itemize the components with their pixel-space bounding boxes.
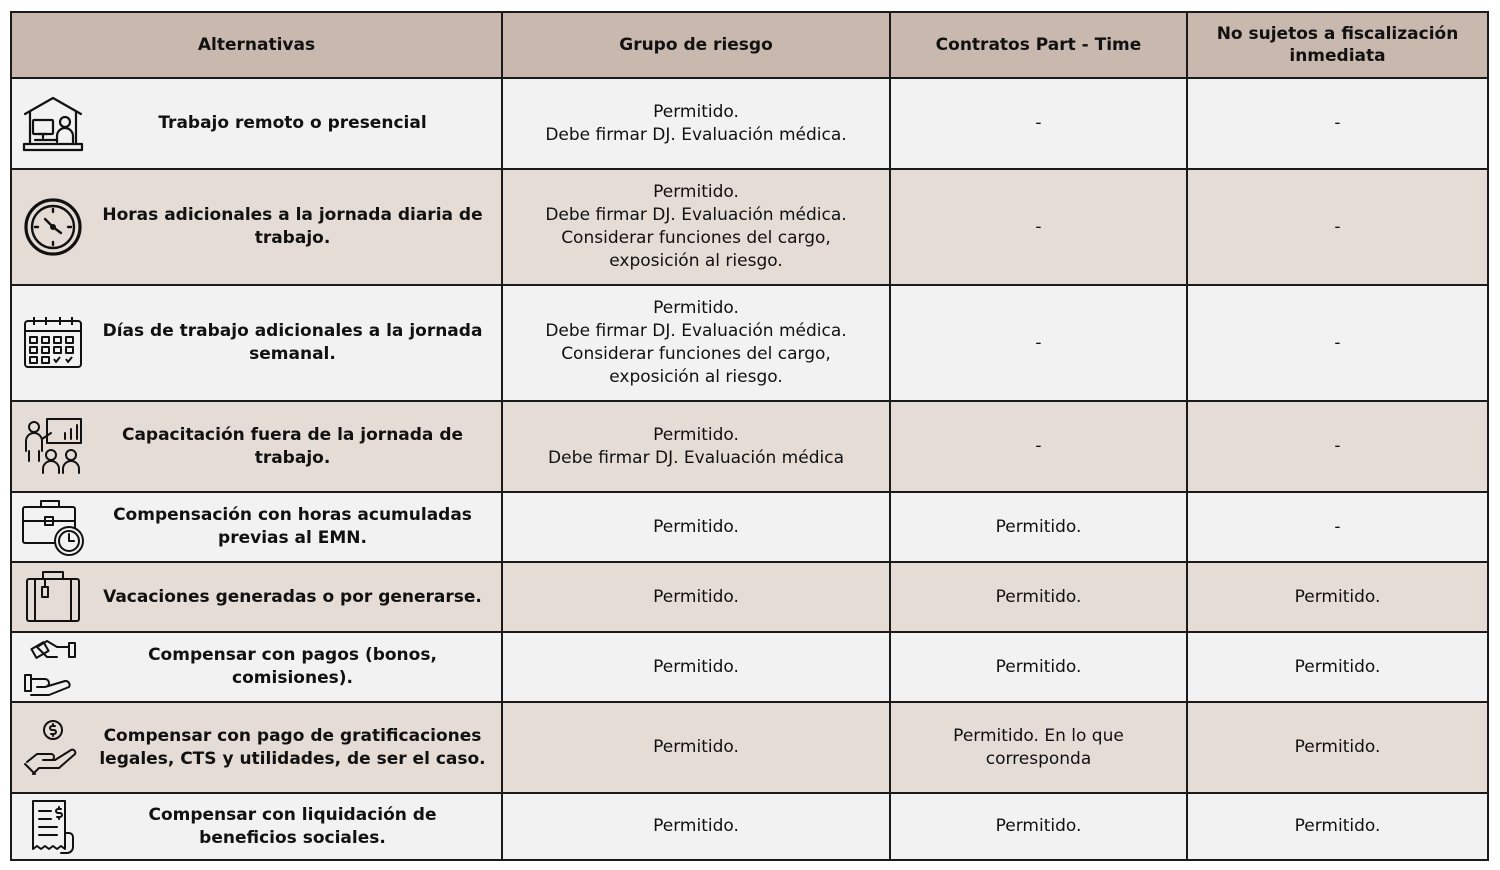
briefcase-clock-icon (12, 495, 94, 559)
alternativa-label: Horas adicionales a la jornada diaria de trabajo. (102, 205, 483, 248)
no-sujetos-cell: - (1187, 285, 1488, 401)
grupo-riesgo-cell (502, 632, 890, 702)
no-sujetos-cell: Permitido. (1187, 793, 1488, 860)
table-row (11, 702, 1488, 793)
no-sujetos-cell: Permitido. (1187, 702, 1488, 793)
table-row (11, 169, 1488, 285)
part-time-cell: - (890, 285, 1187, 401)
no-sujetos-cell: - (1187, 169, 1488, 285)
table-row (11, 793, 1488, 860)
grupo-line: Debe firmar DJ. Evaluación médica. (545, 321, 847, 341)
grupo-riesgo-cell (502, 492, 890, 562)
grupo-riesgo-cell (502, 793, 890, 860)
grupo-line: Permitido. (653, 516, 739, 537)
alternativa-cell (11, 492, 502, 562)
alternativa-label: Capacitación fuera de la jornada de trabajo. (121, 424, 464, 468)
part-time-cell: Permitido. (890, 562, 1187, 632)
part-time-cell: - (890, 401, 1187, 492)
alternativa-cell (11, 285, 502, 401)
part-time-cell: Permitido. (890, 632, 1187, 702)
suitcase-icon (12, 565, 94, 629)
alternativa-cell (11, 169, 502, 285)
calendar-icon (12, 311, 94, 375)
alternativa-label: Compensar con liquidación de beneficios sociales. (148, 804, 437, 848)
alternativa-cell (11, 562, 502, 632)
alternativa-label: Días de trabajo adicionales a la jornada semanal. (102, 321, 483, 364)
header-alternativas: Alternativas (11, 12, 502, 78)
alternativa-label: Compensar con pago de gratificaciones legales, CTS y utilidades, de ser el caso. (99, 725, 486, 769)
part-time-cell: Permitido. (890, 492, 1187, 562)
header-part-time: Contratos Part - Time (890, 12, 1187, 78)
grupo-line: Considerar funciones del cargo, (561, 344, 831, 364)
grupo-riesgo-cell (502, 78, 890, 169)
no-sujetos-cell: - (1187, 78, 1488, 169)
alternativa-label: Trabajo remoto o presencial (158, 113, 427, 133)
grupo-riesgo-cell (502, 401, 890, 492)
table-row (11, 78, 1488, 169)
part-time-cell: Permitido. (890, 793, 1187, 860)
alternativa-cell (11, 632, 502, 702)
header-grupo-riesgo: Grupo de riesgo (502, 12, 890, 78)
hands-money-exchange-icon (12, 635, 94, 699)
part-time-cell: Permitido. En lo que corresponda (890, 702, 1187, 793)
grupo-riesgo-cell (502, 562, 890, 632)
grupo-line: exposición al riesgo. (609, 251, 783, 271)
part-time-cell: - (890, 169, 1187, 285)
alternativa-cell (11, 401, 502, 492)
no-sujetos-cell: Permitido. (1187, 632, 1488, 702)
receipt-dollar-icon (12, 795, 94, 859)
alternativa-cell (11, 793, 502, 860)
grupo-line: Permitido. (653, 656, 739, 677)
grupo-line: Debe firmar DJ. Evaluación médica (548, 447, 844, 468)
alternativa-label: Compensación con horas acumuladas previas al EMN. (113, 505, 472, 548)
alternativa-label: Compensar con pagos (bonos, comisiones). (148, 645, 437, 688)
grupo-line: Permitido. (653, 586, 739, 607)
grupo-riesgo-cell (502, 285, 890, 401)
alternativa-cell (11, 702, 502, 793)
grupo-line: Debe firmar DJ. Evaluación médica. (545, 205, 847, 225)
hand-coin-icon (12, 716, 94, 780)
grupo-line: Permitido. (653, 298, 739, 318)
training-presentation-icon (12, 415, 94, 479)
grupo-line: Considerar funciones del cargo, (561, 228, 831, 248)
grupo-line: exposición al riesgo. (609, 367, 783, 387)
grupo-line: Permitido. (653, 101, 739, 122)
header-row (11, 12, 1488, 78)
clock-icon (12, 195, 94, 259)
grupo-line: Permitido. (653, 424, 739, 445)
remote-work-house-icon (12, 92, 94, 156)
grupo-line: Permitido. (653, 737, 739, 757)
grupo-line: Permitido. (653, 182, 739, 202)
no-sujetos-cell: Permitido. (1187, 562, 1488, 632)
grupo-riesgo-cell (502, 169, 890, 285)
table-row (11, 632, 1488, 702)
no-sujetos-cell: - (1187, 492, 1488, 562)
grupo-line: Debe firmar DJ. Evaluación médica. (545, 124, 847, 145)
alternativa-cell (11, 78, 502, 169)
grupo-line: Permitido. (653, 816, 739, 836)
table-row (11, 562, 1488, 632)
table-row (11, 401, 1488, 492)
table-row (11, 285, 1488, 401)
header-no-sujetos: No sujetos a fiscalización inmediata (1187, 12, 1488, 78)
part-time-cell: - (890, 78, 1187, 169)
alternatives-table (10, 11, 1489, 861)
alternativa-label: Vacaciones generadas o por generarse. (103, 586, 482, 607)
table-row (11, 492, 1488, 562)
no-sujetos-cell: - (1187, 401, 1488, 492)
grupo-riesgo-cell (502, 702, 890, 793)
